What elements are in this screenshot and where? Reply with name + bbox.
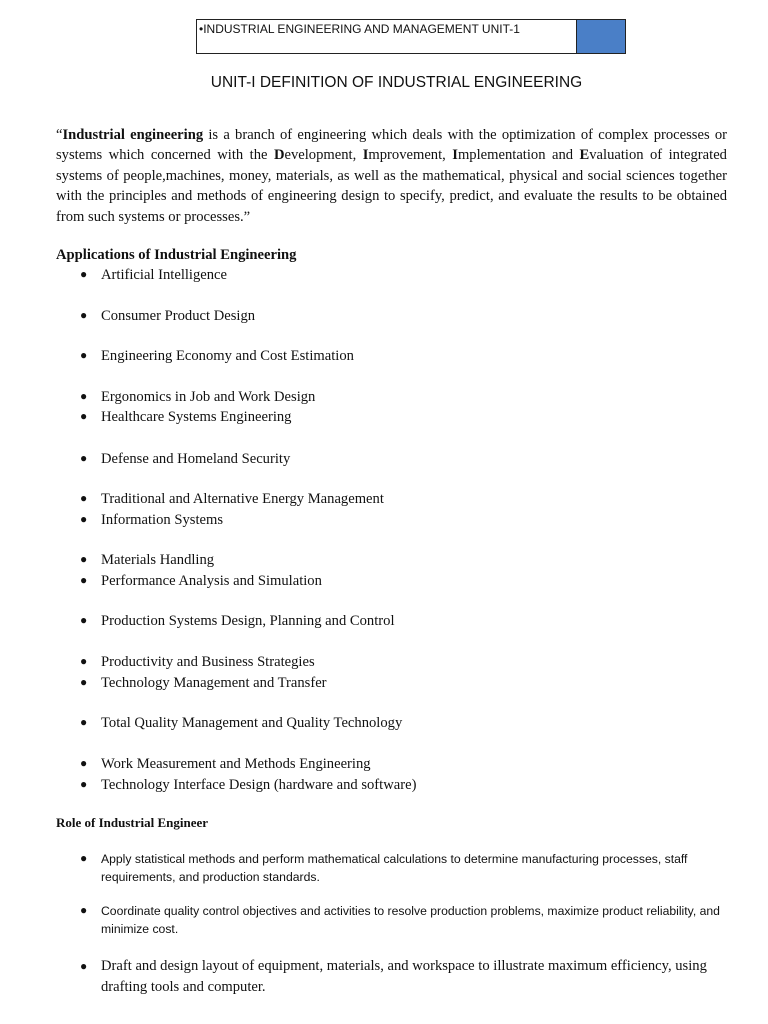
- letter-d: D: [273, 147, 285, 164]
- bullet-icon: ●: [80, 756, 88, 770]
- definition-text: mprovement,: [368, 147, 453, 164]
- bullet-icon: ●: [80, 451, 88, 465]
- defined-term: Industrial engineering: [62, 127, 204, 143]
- bullet-icon: ●: [80, 715, 88, 729]
- role-item-text: Draft and design layout of equipment, materials, and workspace to illustrate maximum efficiency, using drafting tools and computer.: [101, 958, 707, 995]
- list-item-label: Engineering Economy and Cost Estimation: [101, 348, 354, 364]
- definition-text: evelopment,: [284, 147, 363, 164]
- bullet-icon: ●: [80, 389, 88, 403]
- bullet-icon: ●: [80, 267, 88, 281]
- list-item-label: Defense and Homeland Security: [101, 451, 291, 467]
- bullet-icon: ●: [80, 552, 88, 566]
- role-heading: Role of Industrial Engineer: [56, 815, 209, 830]
- list-item-label: Total Quality Management and Quality Technology: [101, 715, 403, 731]
- definition-text: is a branch of engineering which deals with the optimization of complex processes or systems which concerned with the: [56, 127, 728, 164]
- bullet-icon: ●: [80, 851, 88, 865]
- bullet-icon: ●: [80, 675, 88, 689]
- list-item-label: Information Systems: [101, 512, 224, 528]
- bullet-icon: ●: [80, 409, 88, 423]
- list-item-label: Materials Handling: [101, 552, 215, 568]
- open-quote: “: [56, 127, 63, 143]
- list-item-label: Ergonomics in Job and Work Design: [101, 389, 316, 405]
- list-item-label: Technology Management and Transfer: [101, 675, 327, 691]
- bullet-icon: ●: [80, 573, 88, 587]
- bullet-icon: ●: [80, 777, 88, 791]
- list-item-label: Productivity and Business Strategies: [101, 654, 315, 670]
- bullet-icon: ●: [80, 308, 88, 322]
- list-item-label: Healthcare Systems Engineering: [101, 409, 292, 425]
- definition-text: valuation of integrated systems of people,machines, money, materials, as well as the mathematical, physical and social sciences together with the principles and methods of engineering design to specify, predict, and evaluate the results to be obtained from such systems or processes.”: [56, 147, 727, 225]
- role-item-text: Apply statistical methods and perform mathematical calculations to determine manufacturing processes, staff requirements, and production standards.: [101, 852, 688, 884]
- bullet-icon: ●: [80, 491, 88, 505]
- bullet-icon: ●: [80, 512, 88, 526]
- page-title: UNIT-I DEFINITION OF INDUSTRIAL ENGINEERING: [210, 74, 583, 91]
- bullet-icon: ●: [80, 903, 88, 917]
- list-item-label: Work Measurement and Methods Engineering: [101, 756, 371, 772]
- letter-i: I: [362, 147, 369, 164]
- bullet-icon: ●: [80, 959, 88, 973]
- list-item-label: Traditional and Alternative Energy Management: [101, 491, 384, 507]
- definition-text: mplementation and: [457, 147, 580, 164]
- header-text: •INDUSTRIAL ENGINEERING AND MANAGEMENT UNIT-1: [199, 22, 520, 36]
- list-item-label: Production Systems Design, Planning and Control: [101, 613, 395, 629]
- list-item-label: Technology Interface Design (hardware and software): [101, 777, 417, 793]
- bullet-icon: ●: [80, 613, 88, 627]
- role-item-text: Coordinate quality control objectives and activities to resolve production problems, maximize product reliability, and minimize cost.: [101, 904, 720, 936]
- header-color-block: [576, 20, 625, 53]
- document-header: [196, 19, 626, 54]
- definition-paragraph: [56, 125, 727, 227]
- letter-i: I: [452, 147, 458, 164]
- bullet-icon: ●: [80, 654, 88, 668]
- bullet-icon: ●: [80, 348, 88, 362]
- list-item-label: Artificial Intelligence: [101, 267, 228, 283]
- list-item-label: Performance Analysis and Simulation: [101, 573, 322, 589]
- letter-e: E: [579, 147, 590, 164]
- list-item-label: Consumer Product Design: [101, 308, 256, 324]
- applications-heading: Applications of Industrial Engineering: [56, 247, 297, 263]
